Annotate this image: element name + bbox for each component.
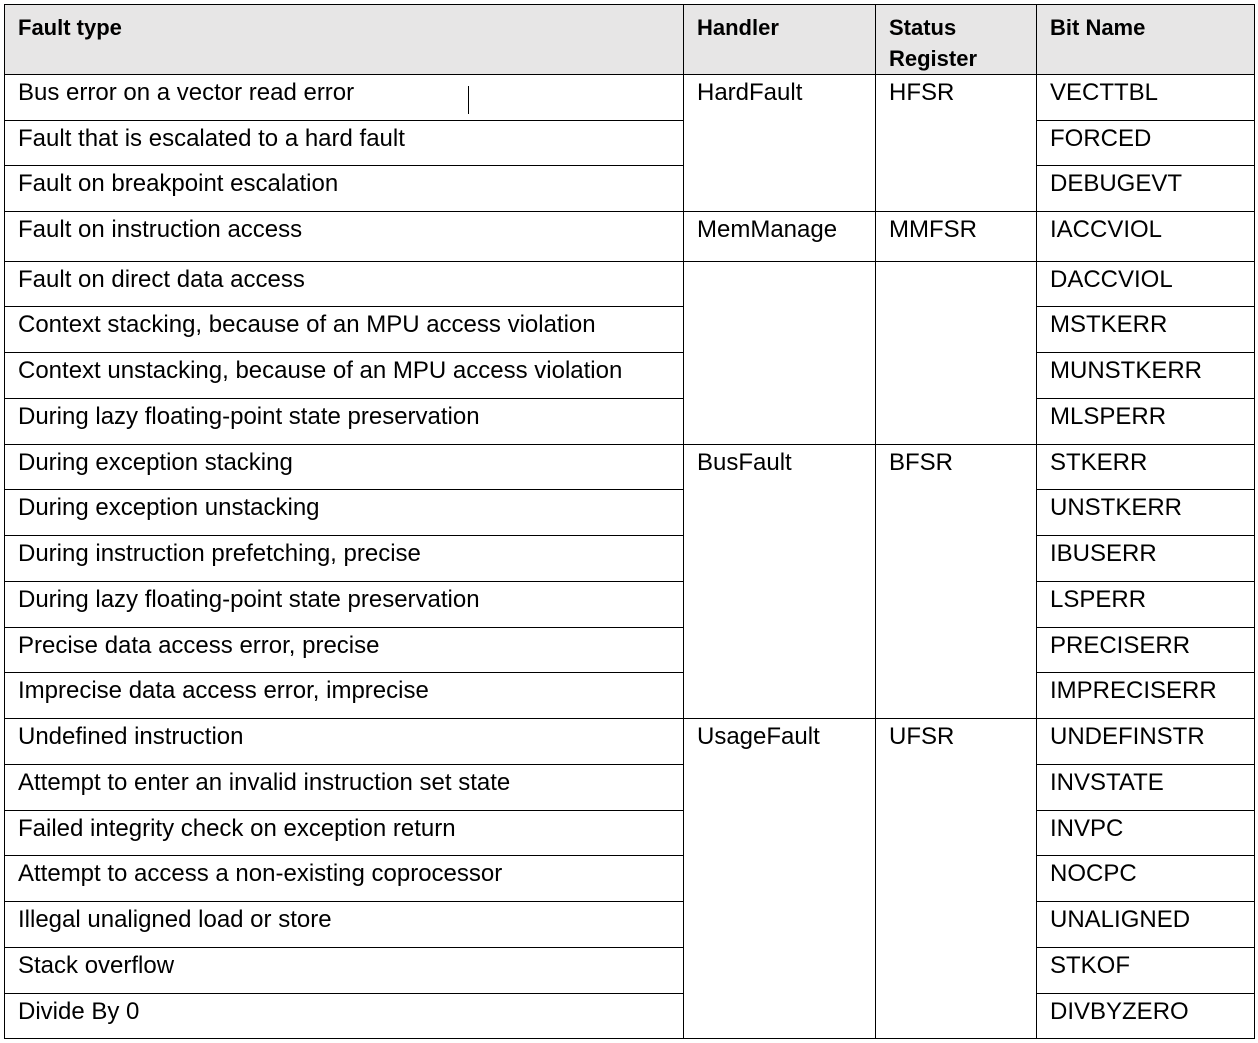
cell-bit-name: DACCVIOL: [1037, 262, 1255, 307]
cell-fault-type: Illegal unaligned load or store: [5, 902, 684, 948]
cell-status-register: HFSR: [876, 75, 1037, 212]
header-row: [5, 5, 1255, 75]
table-row: [5, 856, 1255, 902]
header-fault-type: Fault type: [5, 5, 684, 75]
cell-fault-type: Bus error on a vector read error: [5, 75, 684, 121]
table-body: [5, 75, 1255, 1039]
cell-handler-empty: [684, 262, 876, 445]
cell-fault-type: Stack overflow: [5, 948, 684, 994]
cell-fault-type: Imprecise data access error, imprecise: [5, 673, 684, 719]
cell-handler: MemManage: [684, 212, 876, 262]
cell-bit-name: UNALIGNED: [1037, 902, 1255, 948]
cell-bit-name: INVSTATE: [1037, 765, 1255, 811]
table-row: [5, 765, 1255, 811]
table-row: [5, 75, 1255, 121]
table-row: [5, 536, 1255, 582]
header-bit-name: Bit Name: [1037, 5, 1255, 75]
table-row: [5, 811, 1255, 856]
table-row: [5, 212, 1255, 262]
fault-table: [4, 4, 1255, 1039]
cell-status-register: UFSR: [876, 719, 1037, 1039]
cell-fault-type: Fault that is escalated to a hard fault: [5, 121, 684, 166]
table-row: [5, 582, 1255, 628]
table-row: [5, 490, 1255, 536]
cell-bit-name: UNSTKERR: [1037, 490, 1255, 536]
cell-bit-name: MLSPERR: [1037, 399, 1255, 445]
cell-fault-type: Fault on direct data access: [5, 262, 684, 307]
cell-status-empty: [876, 262, 1037, 445]
table-row: [5, 445, 1255, 490]
cell-fault-type: During lazy floating-point state preservation: [5, 582, 684, 628]
cell-fault-type: Divide By 0: [5, 994, 684, 1039]
cell-bit-name: IBUSERR: [1037, 536, 1255, 582]
cell-bit-name: DIVBYZERO: [1037, 994, 1255, 1039]
cell-fault-type: During instruction prefetching, precise: [5, 536, 684, 582]
cell-status-register: MMFSR: [876, 212, 1037, 262]
table-row: [5, 948, 1255, 994]
cell-fault-type: Failed integrity check on exception return: [5, 811, 684, 856]
cell-bit-name: UNDEFINSTR: [1037, 719, 1255, 765]
cell-fault-type: During exception unstacking: [5, 490, 684, 536]
cell-fault-type: Attempt to enter an invalid instruction set state: [5, 765, 684, 811]
cell-fault-type: Context stacking, because of an MPU access violation: [5, 307, 684, 353]
cell-bit-name: STKERR: [1037, 445, 1255, 490]
cell-fault-type: Fault on breakpoint escalation: [5, 166, 684, 212]
table-row: [5, 673, 1255, 719]
cell-handler: UsageFault: [684, 719, 876, 1039]
cell-bit-name: MUNSTKERR: [1037, 353, 1255, 399]
table-header: [5, 5, 1255, 75]
header-status-line2: Register: [889, 46, 978, 71]
cell-bit-name: MSTKERR: [1037, 307, 1255, 353]
cell-handler: BusFault: [684, 445, 876, 719]
cell-bit-name: PRECISERR: [1037, 628, 1255, 673]
text-cursor: [468, 86, 469, 114]
table-row: [5, 121, 1255, 166]
cell-fault-type: Precise data access error, precise: [5, 628, 684, 673]
cell-bit-name: VECTTBL: [1037, 75, 1255, 121]
cell-bit-name: STKOF: [1037, 948, 1255, 994]
cell-bit-name: INVPC: [1037, 811, 1255, 856]
table-row: [5, 719, 1255, 765]
table-row: [5, 994, 1255, 1039]
cell-bit-name: IACCVIOL: [1037, 212, 1255, 262]
table-row: [5, 307, 1255, 353]
cell-fault-type: Undefined instruction: [5, 719, 684, 765]
cell-bit-name: NOCPC: [1037, 856, 1255, 902]
cell-status-register: BFSR: [876, 445, 1037, 719]
cell-fault-type: Fault on instruction access: [5, 212, 684, 262]
table-row: [5, 262, 1255, 307]
cell-handler: HardFault: [684, 75, 876, 212]
cell-bit-name: DEBUGEVT: [1037, 166, 1255, 212]
cell-bit-name: IMPRECISERR: [1037, 673, 1255, 719]
cell-bit-name: FORCED: [1037, 121, 1255, 166]
header-handler: Handler: [684, 5, 876, 75]
table-row: [5, 353, 1255, 399]
cell-fault-type: Context unstacking, because of an MPU access violation: [5, 353, 684, 399]
table-row: [5, 166, 1255, 212]
table-row: [5, 902, 1255, 948]
table-row: [5, 628, 1255, 673]
cell-bit-name: LSPERR: [1037, 582, 1255, 628]
header-status-line1: Status: [889, 15, 957, 40]
cell-fault-type: Attempt to access a non-existing coprocessor: [5, 856, 684, 902]
cell-fault-type: During lazy floating-point state preservation: [5, 399, 684, 445]
cell-fault-type: During exception stacking: [5, 445, 684, 490]
header-status-register: [876, 5, 1037, 75]
table-row: [5, 399, 1255, 445]
